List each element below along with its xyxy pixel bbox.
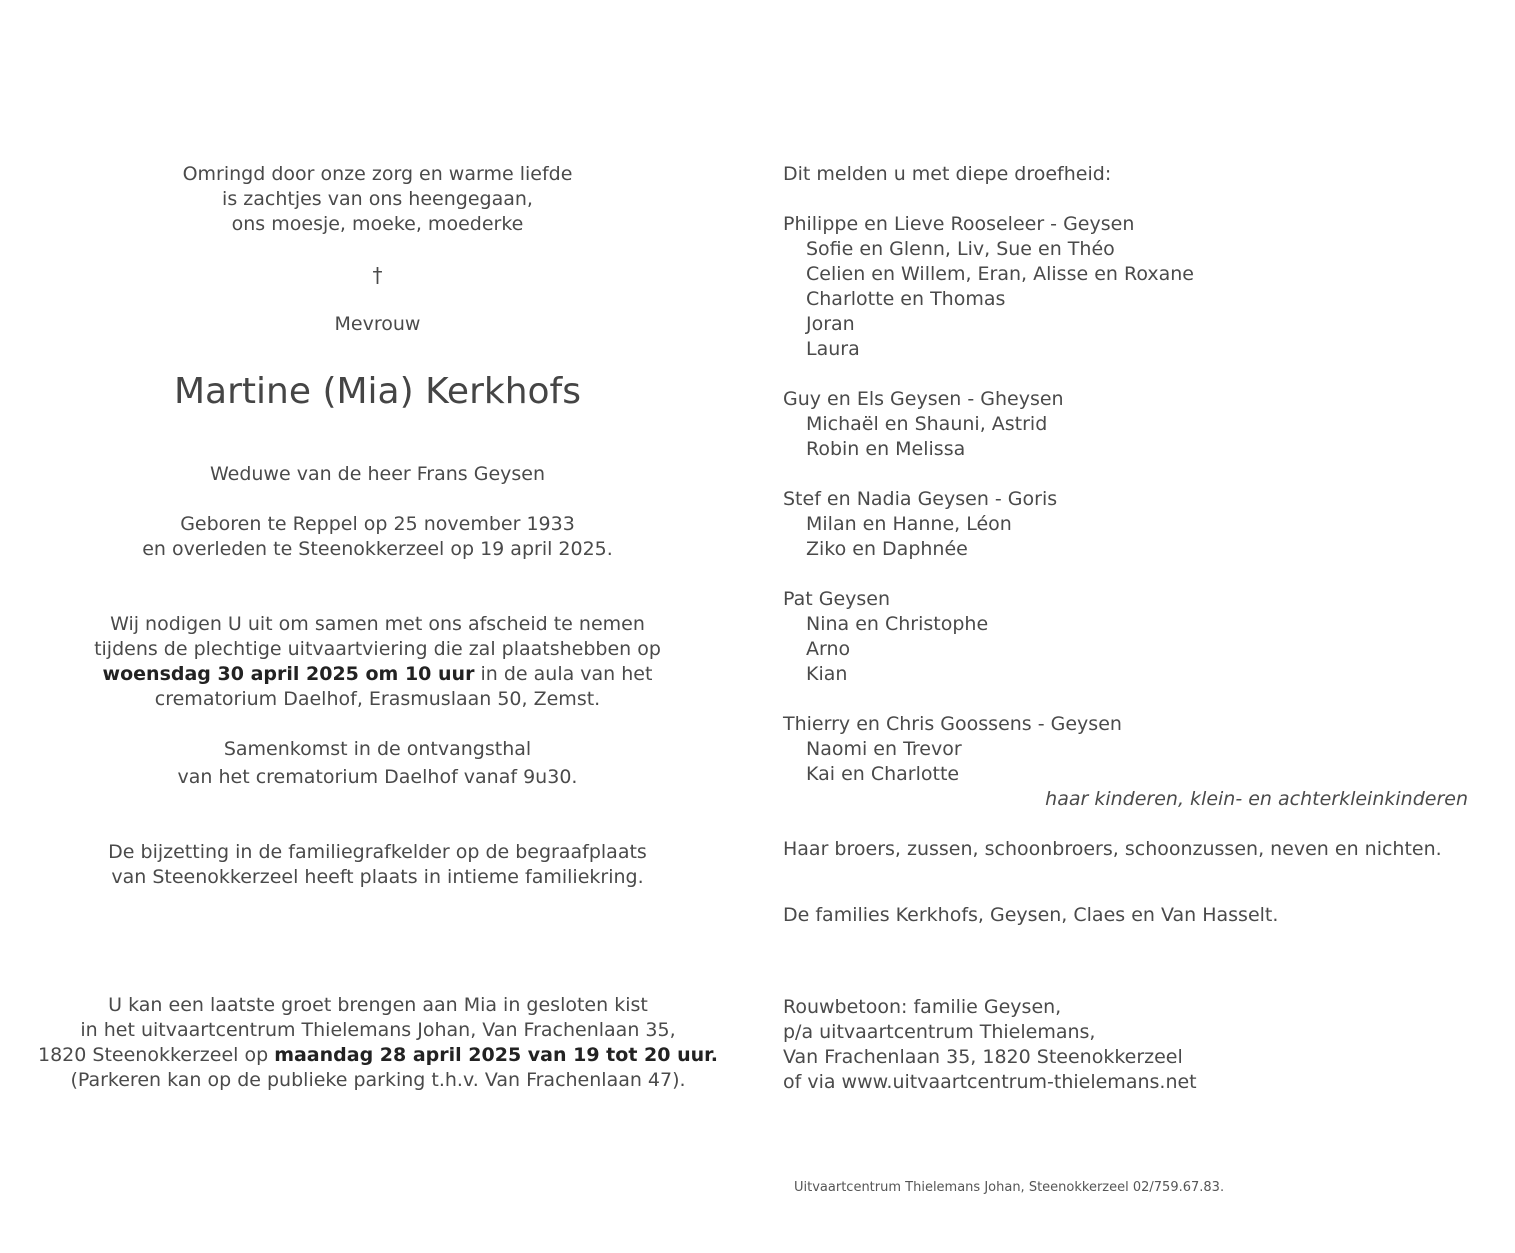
- siblings-line: Haar broers, zussen, schoonbroers, schoonzussen, neven en nichten.: [783, 838, 1442, 860]
- family-member: Kai en Charlotte: [806, 763, 960, 785]
- family-member: Kian: [806, 663, 848, 685]
- family-group: [783, 487, 1057, 562]
- family-member: Laura: [806, 338, 860, 360]
- family-member: Sofie en Glenn, Liv, Sue en Théo: [806, 238, 1115, 260]
- intro-line: Omringd door onze zorg en warme liefde: [182, 163, 573, 185]
- family-group: [783, 212, 1194, 362]
- ceremony-date: woensdag 30 april 2025 om 10 uur: [102, 663, 475, 685]
- contact-line: Van Frachenlaan 35, 1820 Steenokkerzeel: [783, 1046, 1183, 1068]
- visit-line: in het uitvaartcentrum Thielemans Johan, Van Frachenlaan 35,: [80, 1019, 676, 1041]
- ceremony-invitation: [30, 612, 725, 712]
- burial-line: De bijzetting in de familiegrafkelder op de begraafplaats: [108, 841, 647, 863]
- deceased-name: Martine (Mia) Kerkhofs: [174, 371, 581, 412]
- visit-address: 1820 Steenokkerzeel op: [38, 1044, 275, 1066]
- condolence-contact: [783, 995, 1197, 1095]
- burial-line: van Steenokkerzeel heeft plaats in intieme familiekring.: [111, 866, 644, 888]
- visit-line: U kan een laatste groet brengen aan Mia in gesloten kist: [108, 994, 648, 1016]
- cross-symbol: †: [372, 263, 383, 287]
- gathering-line: Samenkomst in de ontvangsthal: [223, 738, 532, 760]
- family-member: Celien en Willem, Eran, Alisse en Roxane: [806, 263, 1194, 285]
- gathering-info: [30, 737, 725, 790]
- family-head: Thierry en Chris Goossens - Geysen: [783, 713, 1122, 735]
- family-member: Joran: [806, 313, 855, 335]
- ceremony-location-start: in de aula van het: [474, 663, 653, 685]
- footer-credit: Uitvaartcentrum Thielemans Johan, Steenokkerzeel 02/759.67.83.: [794, 1180, 1225, 1195]
- death-line: en overleden te Steenokkerzeel op 19 april 2025.: [142, 538, 613, 560]
- visit-date: maandag 28 april 2025 van 19 tot 20 uur.: [274, 1044, 718, 1066]
- contact-line: Rouwbetoon: familie Geysen,: [783, 996, 1062, 1018]
- family-head: Guy en Els Geysen - Gheysen: [783, 388, 1064, 410]
- family-member: Ziko en Daphnée: [806, 538, 968, 560]
- family-member: Michaël en Shauni, Astrid: [806, 413, 1048, 435]
- family-group: [783, 587, 988, 687]
- family-head: Philippe en Lieve Rooseleer - Geysen: [783, 213, 1135, 235]
- children-caption: haar kinderen, klein- en achterkleinkinderen: [1045, 788, 1468, 810]
- invite-date-line: [30, 662, 725, 687]
- honorific: Mevrouw: [334, 313, 421, 335]
- family-member: Arno: [806, 638, 851, 660]
- family-member: Naomi en Trevor: [806, 738, 962, 760]
- family-group: [783, 712, 1122, 787]
- invite-line: Wij nodigen U uit om samen met ons afscheid te nemen: [110, 613, 645, 635]
- announcement: Dit melden u met diepe droefheid:: [783, 163, 1112, 185]
- family-member: Nina en Christophe: [806, 613, 989, 635]
- contact-website: of via www.uitvaartcentrum-thielemans.net: [783, 1071, 1197, 1093]
- gathering-line: van het crematorium Daelhof vanaf 9u30.: [177, 766, 578, 788]
- family-member: Robin en Melissa: [806, 438, 966, 460]
- family-head: Stef en Nadia Geysen - Goris: [783, 488, 1058, 510]
- birth-line: Geboren te Reppel op 25 november 1933: [180, 513, 575, 535]
- birth-death-info: [30, 512, 725, 562]
- family-head: Pat Geysen: [783, 588, 891, 610]
- visit-line: (Parkeren kan op de publieke parking t.h.v. Van Frachenlaan 47).: [70, 1069, 686, 1091]
- intro-line: is zachtjes van ons heengegaan,: [222, 188, 533, 210]
- invite-line: crematorium Daelhof, Erasmuslaan 50, Zemst.: [154, 688, 601, 710]
- families-line: De families Kerkhofs, Geysen, Claes en Van Hasselt.: [783, 904, 1279, 926]
- family-member: Charlotte en Thomas: [806, 288, 1006, 310]
- family-group: [783, 387, 1064, 462]
- widow-line: Weduwe van de heer Frans Geysen: [209, 463, 546, 485]
- intro-line: ons moesje, moeke, moederke: [231, 213, 524, 235]
- contact-line: p/a uitvaartcentrum Thielemans,: [783, 1021, 1096, 1043]
- visit-date-line: [28, 1043, 728, 1068]
- burial-info: [30, 840, 725, 890]
- visitation-info: [28, 993, 728, 1093]
- intro-text: [30, 162, 725, 237]
- family-member: Milan en Hanne, Léon: [806, 513, 1012, 535]
- invite-line: tijdens de plechtige uitvaartviering die zal plaatshebben op: [94, 638, 661, 660]
